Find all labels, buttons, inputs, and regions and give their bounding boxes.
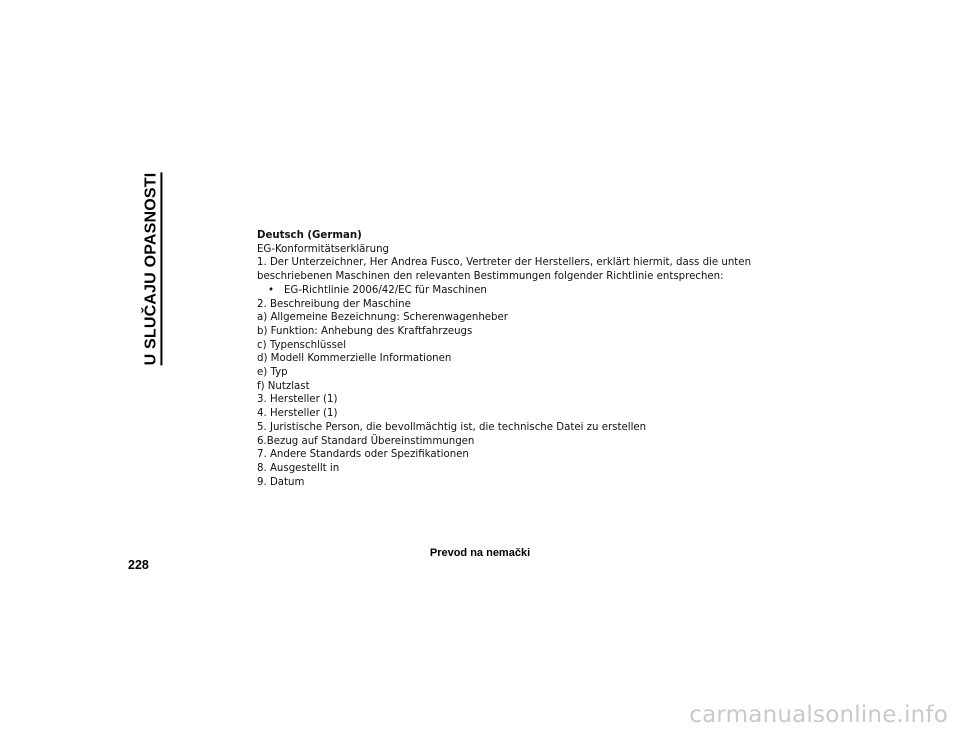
text-line: 5. Juristische Person, die bevollmächtig ist, die technische Datei zu erstellen: [257, 421, 647, 433]
text-line: 8. Ausgestellt in: [257, 462, 340, 474]
text-line: 2. Beschreibung der Maschine: [257, 298, 411, 310]
watermark-text: carmanualsonline.info: [689, 702, 948, 728]
bullet-dot: •: [268, 284, 275, 296]
text-line: b) Funktion: Anhebung des Kraftfahrzeugs: [257, 325, 473, 337]
text-line: 1. Der Unterzeichner, Her Andrea Fusco, Vertreter der Herstellers, erklärt hiermit, dass die unten: [257, 257, 752, 269]
bullet-item: [257, 284, 737, 298]
side-section-title: [141, 160, 163, 378]
text-line: e) Typ: [257, 367, 288, 379]
text-line: c) Typenschlüssel: [257, 339, 347, 351]
page-number: 228: [128, 558, 149, 572]
text-line: d) Modell Kommerzielle Informationen: [257, 353, 452, 365]
text-line: 3. Hersteller (1): [257, 394, 338, 406]
bullet-text: EG-Richtlinie 2006/42/EC für Maschinen: [284, 284, 487, 296]
declaration-text: [257, 229, 752, 489]
text-line: EG-Konformitätserklärung: [257, 243, 389, 255]
footer-title: Prevod na nemački: [429, 547, 531, 559]
text-line: 9. Datum: [257, 476, 305, 488]
text-line: a) Allgemeine Bezeichnung: Scherenwagenheber: [257, 312, 508, 324]
side-section-title-text: U SLUČAJU OPASNOSTI: [142, 173, 162, 366]
document-heading: Deutsch (German): [257, 230, 362, 241]
text-line: 4. Hersteller (1): [257, 408, 338, 420]
text-line: 7. Andere Standards oder Spezifikationen: [257, 449, 469, 461]
text-line: f) Nutzlast: [257, 380, 310, 392]
text-line: beschriebenen Maschinen den relevanten Bestimmungen folgender Richtlinie entsprechen:: [257, 271, 724, 283]
text-line: 6.Bezug auf Standard Übereinstimmungen: [257, 435, 475, 447]
